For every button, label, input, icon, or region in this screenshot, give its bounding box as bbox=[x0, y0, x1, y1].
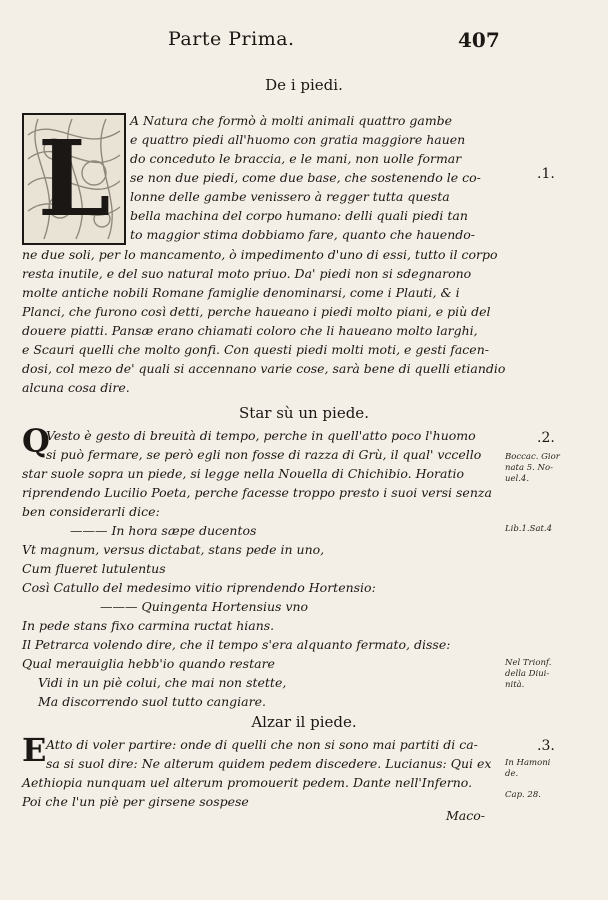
text-line: si può fermare, se però egli non fosse di razza di Grù, il qual' vccello bbox=[46, 447, 482, 462]
margin-note-horace: Lib.1.Sat.4 bbox=[505, 524, 553, 534]
text-line: sa si suol dire: Ne alterum quidem pedem discedere. Lucianus: Qui ex bbox=[46, 756, 492, 771]
text-line: riprendendo Lucilio Poeta, perche facesse troppo presto i suoi versi senza bbox=[22, 485, 492, 500]
section-title-piedi: De i piedi. bbox=[265, 76, 343, 94]
text-line: e Scauri quelli che molto gonfi. Con questi piedi molti moti, e gesti facen- bbox=[22, 342, 489, 357]
text-line: A Natura che formò à molti animali quattro gambe bbox=[130, 113, 453, 128]
text-line: Vesto è gesto di breuità di tempo, perche in quell'atto poco l'huomo bbox=[46, 428, 476, 443]
page-number: 407 bbox=[458, 28, 500, 52]
text-line: se non due piedi, come due base, che sostenendo le co- bbox=[130, 170, 481, 185]
text-line: e quattro piedi all'huomo con gratia maggiore hauen bbox=[130, 132, 466, 147]
page-header bbox=[0, 28, 608, 52]
running-head: Parte Prima. bbox=[168, 28, 295, 50]
text-line: lonne delle gambe venissero à regger tutta questa bbox=[130, 189, 450, 204]
text-line: Qual merauiglia hebb'io quando restare bbox=[22, 656, 275, 671]
text-line: Ma discorrendo suol tutto cangiare. bbox=[38, 694, 266, 709]
text-line: douere piatti. Pansæ erano chiamati coloro che li haueano molto larghi, bbox=[22, 323, 478, 338]
text-line: Atto di voler partire: onde di quelli che non si sono mai partiti di ca- bbox=[46, 737, 478, 752]
margin-note-number: .2. bbox=[537, 430, 555, 446]
margin-note-petrarca: nità. bbox=[505, 680, 525, 690]
text-line: star suole sopra un piede, si legge nella Nouella di Chichibio. Horatio bbox=[22, 466, 465, 481]
text-line: In pede stans fixo carmina ructat hians. bbox=[22, 618, 275, 633]
text-line: Il Petrarca volendo dire, che il tempo s'era alquanto fermato, disse: bbox=[22, 637, 451, 652]
text-line: bella machina del corpo humano: delli quali piedi tan bbox=[130, 208, 468, 223]
section-title-alzar: Alzar il piede. bbox=[251, 713, 357, 731]
section-title-star: Star sù un piede. bbox=[239, 404, 369, 422]
text-line: ben considerarli dice: bbox=[22, 504, 160, 519]
initial-letter: E bbox=[22, 731, 47, 769]
text-line: ——— Quingenta Hortensius vno bbox=[100, 599, 309, 614]
margin-note-number: .1. bbox=[537, 166, 555, 182]
text-line: to maggior stima dobbiamo fare, quanto che hauendo- bbox=[130, 227, 476, 242]
margin-note-number: .3. bbox=[537, 738, 555, 754]
initial-letter: Q bbox=[22, 422, 50, 460]
text-line: resta inutile, e del suo natural moto priuo. Da' piedi non si sdegnarono bbox=[22, 266, 472, 281]
text-line: Vidi in un piè colui, che mai non stette, bbox=[38, 675, 287, 690]
text-line: Aethiopia nunquam uel alterum promouerit pedem. Dante nell'Inferno. bbox=[22, 775, 473, 790]
margin-note-lucian: In Hamoni bbox=[505, 758, 551, 768]
text-line: molte antiche nobili Romane famiglie denominarsi, come i Plauti, & i bbox=[22, 285, 460, 300]
text-line: Vt magnum, versus dictabat, stans pede in uno, bbox=[22, 542, 325, 557]
margin-note-boccaccio: nata 5. No- bbox=[505, 463, 553, 473]
margin-note-petrarca: della Diui- bbox=[505, 669, 550, 679]
text-line: alcuna cosa dire. bbox=[22, 380, 130, 395]
margin-note-boccaccio: Boccac. Gior bbox=[505, 452, 560, 462]
margin-note-boccaccio: uel.4. bbox=[505, 474, 530, 484]
text-line: Planci, che furono così detti, perche haueano i piedi molto piani, e più del bbox=[22, 304, 491, 319]
margin-note-lucian: de. bbox=[505, 769, 519, 779]
text-line: Cum flueret lutulentus bbox=[22, 561, 166, 576]
margin-note-dante: Cap. 28. bbox=[505, 790, 541, 800]
text-line: do conceduto le braccia, e le mani, non uolle formar bbox=[130, 151, 462, 166]
text-line: Poi che l'un piè per girsene sospese bbox=[22, 794, 249, 809]
text-line: Così Catullo del medesimo vitio riprendendo Hortensio: bbox=[22, 580, 376, 595]
text-line: dosi, col mezo de' quali si accennano varie cose, sarà bene di quelli etiandio bbox=[22, 361, 506, 376]
decorated-initial bbox=[22, 113, 126, 245]
drop-cap-letter: L bbox=[37, 117, 111, 240]
margin-note-petrarca: Nel Trionf. bbox=[505, 658, 552, 668]
catchword: Maco- bbox=[446, 808, 486, 823]
text-line: ——— In hora sæpe ducentos bbox=[70, 523, 257, 538]
text-line: ne due soli, per lo mancamento, ò impedimento d'uno di essi, tutto il corpo bbox=[22, 247, 498, 262]
